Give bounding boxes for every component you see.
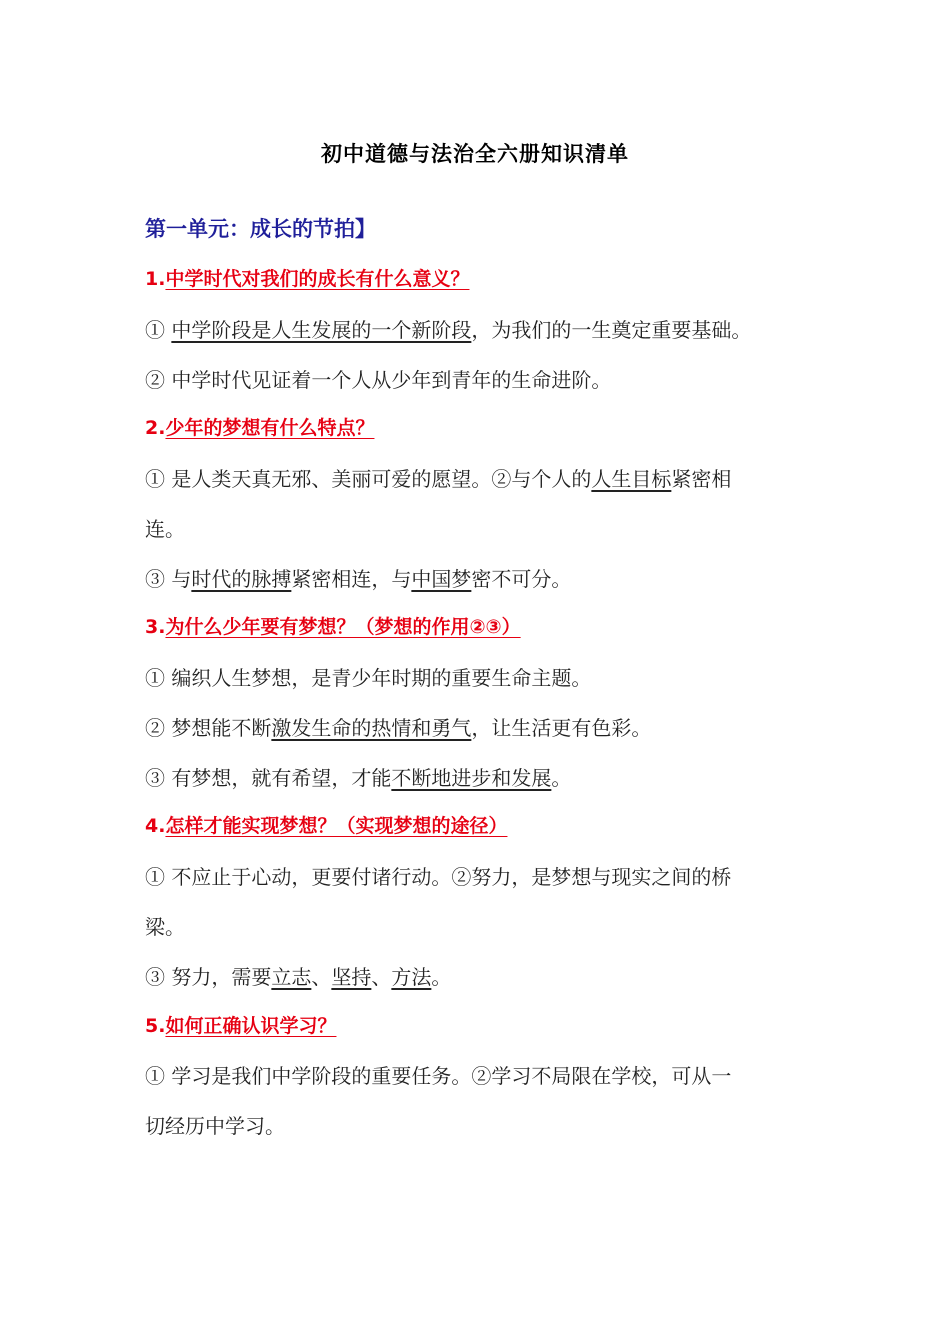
document-title: 初中道德与法治全六册知识清单 [321, 141, 629, 166]
question-2 [145, 413, 374, 440]
text-run: ① [145, 318, 172, 342]
answer-paragraph-continuation [145, 911, 815, 940]
underlined-term: 立志 [271, 965, 312, 989]
answer-paragraph [145, 712, 815, 741]
question-text: 为什么少年要有梦想？（梦想的作用②③） [165, 616, 521, 638]
underlined-term: 时代的脉搏 [191, 567, 292, 591]
text-run: 、 [311, 965, 332, 989]
text-run: 、 [371, 965, 392, 989]
text-run: 紧密相连，与 [291, 567, 412, 591]
underlined-term: 方法 [391, 965, 432, 989]
text-run: ① 编织人生梦想，是青少年时期的重要生命主题。 [145, 666, 592, 690]
question-number: 3. [145, 616, 166, 638]
underlined-term: 中国梦 [411, 567, 472, 591]
question-text: 怎样才能实现梦想？（实现梦想的途径） [165, 815, 508, 837]
text-run: ③ 努力，需要 [145, 965, 272, 989]
underlined-term: 不断地进步和发展 [391, 766, 552, 790]
question-number: 1. [145, 268, 166, 290]
text-run: ② 梦想能不断 [145, 716, 272, 740]
question-number: 5. [145, 1015, 166, 1037]
unit-heading: 第一单元：成长的节拍】 [145, 217, 376, 241]
answer-paragraph [145, 662, 815, 691]
underlined-term: 中学阶段是人生发展的一个新阶段 [171, 318, 472, 342]
text-run: 梁。 [145, 915, 185, 939]
underlined-term: 人生目标 [591, 467, 672, 491]
text-run: ① 是人类天真无邪、美丽可爱的愿望。②与个人的 [145, 467, 592, 491]
question-number: 2. [145, 417, 166, 439]
answer-paragraph [145, 861, 815, 890]
answer-paragraph [145, 1060, 815, 1089]
text-run: ① 不应止于心动，更要付诸行动。②努力，是梦想与现实之间的桥 [145, 865, 732, 889]
answer-paragraph [145, 364, 815, 393]
text-run: ，让生活更有色彩。 [471, 716, 652, 740]
answer-paragraph [145, 463, 815, 492]
answer-paragraph-continuation [145, 1110, 815, 1139]
question-number: 4. [145, 815, 166, 837]
text-run: ③ 有梦想，就有希望，才能 [145, 766, 392, 790]
question-4 [145, 811, 507, 838]
text-run: ① 学习是我们中学阶段的重要任务。②学习不局限在学校，可从一 [145, 1064, 732, 1088]
text-run: 。 [431, 965, 452, 989]
text-run: 。 [551, 766, 572, 790]
text-run: 密不可分。 [471, 567, 572, 591]
answer-paragraph [145, 563, 815, 592]
text-run: 连。 [145, 517, 185, 541]
question-1 [145, 264, 469, 291]
text-run: ③ 与 [145, 567, 192, 591]
answer-paragraph [145, 762, 815, 791]
underlined-term: 坚持 [331, 965, 372, 989]
text-run: 紧密相 [671, 467, 732, 491]
answer-paragraph [145, 314, 815, 343]
question-text: 中学时代对我们的成长有什么意义？ [165, 268, 470, 290]
text-run: ，为我们的一生奠定重要基础。 [471, 318, 752, 342]
question-text: 如何正确认识学习？ [165, 1015, 337, 1037]
underlined-term: 激发生命的热情和勇气 [271, 716, 472, 740]
answer-paragraph-continuation [145, 513, 815, 542]
question-text: 少年的梦想有什么特点？ [165, 417, 375, 439]
text-run: ② 中学时代见证着一个人从少年到青年的生命进阶。 [145, 368, 612, 392]
text-run: 切经历中学习。 [145, 1114, 285, 1138]
question-5 [145, 1011, 336, 1038]
answer-paragraph [145, 961, 815, 990]
question-3 [145, 612, 521, 639]
